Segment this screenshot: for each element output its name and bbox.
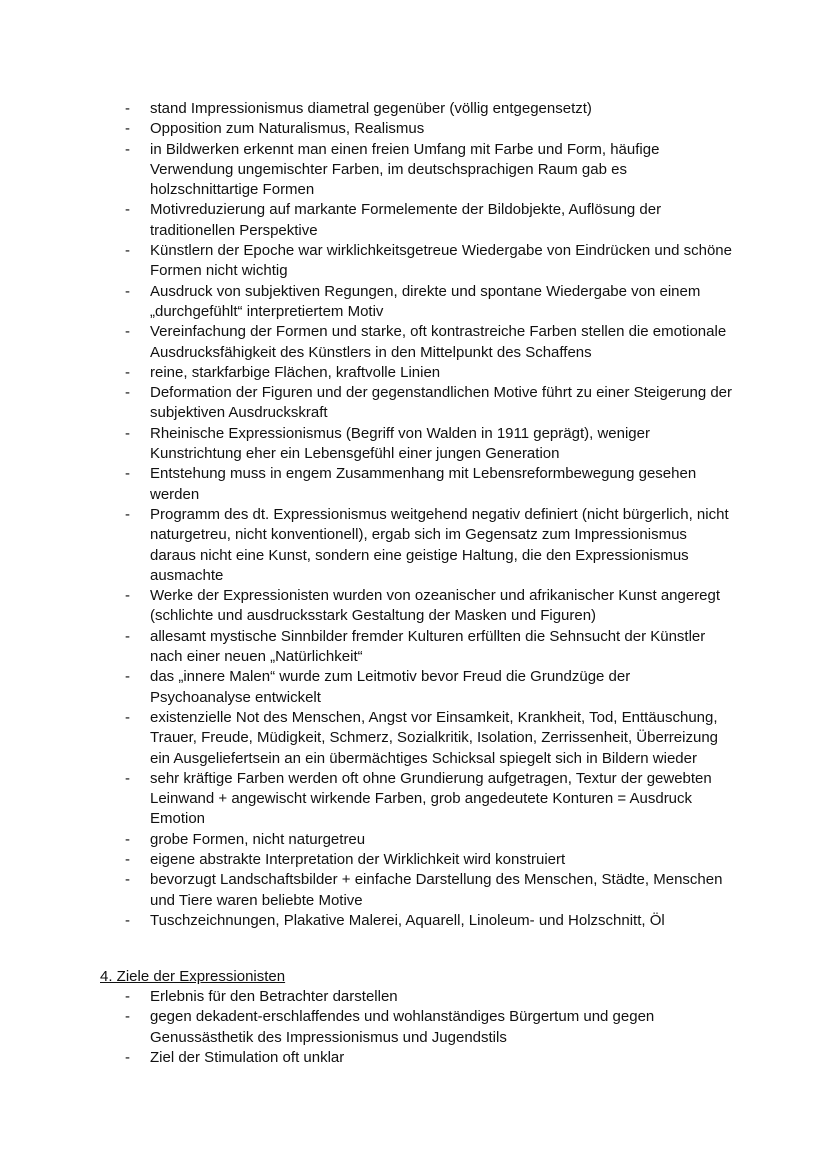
- list-item-text: bevorzugt Landschaftsbilder + einfache Darstellung des Menschen, Städte, Menschen und Tiere waren beliebte Motive: [150, 871, 723, 909]
- list-item-text: Ausdruck von subjektiven Regungen, direkte und spontane Wiedergabe von einem „durchgefühlt“ interpretiertem Motiv: [150, 282, 701, 320]
- list-item-text: eigene abstrakte Interpretation der Wirklichkeit wird konstruiert: [150, 850, 566, 868]
- bullet-dash: -: [125, 100, 130, 117]
- list-item: [0, 383, 828, 424]
- bullet-dash: -: [125, 140, 130, 158]
- list-item-text: Programm des dt. Expressionismus weitgehend negativ definiert (nicht bürgerlich, nicht naturgetreu, nicht konventionell), ergab sich im Gegensatz zum Impressionismus daraus nicht eine Kunst, sondern eine geistige Haltung, die den Expressionismus ausmachte: [150, 505, 729, 584]
- bullet-dash: -: [125, 668, 130, 686]
- list-item-text: Opposition zum Naturalismus, Realismus: [150, 120, 425, 138]
- list-item-text: Erlebnis für den Betrachter darstellen: [150, 988, 398, 1005]
- list-item: [0, 282, 828, 323]
- bullet-dash: -: [125, 384, 130, 402]
- list-item-text: grobe Formen, nicht naturgetreu: [150, 830, 366, 848]
- list-item: [0, 850, 828, 870]
- list-item-text: existenzielle Not des Menschen, Angst vor Einsamkeit, Krankheit, Tod, Enttäuschung, Trauer, Freude, Müdigkeit, Schmerz, Sozialkritik, Isolation, Zerrissenheit, Überreizung ein Ausgeliefertsein an ein übermächtiges Schicksal spiegelt sich in Bildern wieder: [150, 708, 719, 767]
- list-item: [0, 119, 828, 139]
- list-item: [0, 200, 828, 241]
- list-item-text: gegen dekadent-erschlaffendes und wohlanständiges Bürgertum und gegen Genussästhetik des Impressionismus und Jugendstils: [150, 1008, 655, 1046]
- bullet-dash: -: [125, 323, 130, 341]
- bullet-dash: -: [125, 242, 130, 260]
- list-item-text: Rheinische Expressionismus (Begriff von Walden in 1911 geprägt), weniger Kunstrichtung eher ein Lebensgefühl einer jungen Generation: [150, 424, 650, 463]
- list-item: [0, 99, 828, 119]
- list-item-text: Entstehung muss in engem Zusammenhang mit Lebensreformbewegung gesehen werden: [150, 465, 697, 503]
- list-item: [0, 1007, 828, 1048]
- bullet-dash: -: [125, 1008, 130, 1026]
- list-item-text: Deformation der Figuren und der gegenstandlichen Motive führt zu einer Steigerung der subjektiven Ausdruckskraft: [150, 384, 733, 422]
- bullet-dash: -: [125, 871, 130, 889]
- bullet-dash: -: [125, 424, 130, 442]
- list-item: [0, 1048, 828, 1068]
- bullet-dash: -: [125, 587, 130, 605]
- list-item-text: Künstlern der Epoche war wirklichkeitsgetreue Wiedergabe von Eindrücken und schöne Formen nicht wichtig: [150, 242, 732, 280]
- bullet-dash: -: [125, 911, 130, 929]
- bullet-dash: -: [125, 201, 130, 219]
- bullet-dash: -: [125, 769, 130, 787]
- bullet-dash: -: [125, 708, 130, 726]
- goals-list: [0, 987, 828, 1068]
- list-item: [0, 505, 828, 586]
- list-item: [0, 464, 828, 505]
- bullet-dash: -: [125, 1048, 130, 1066]
- list-item: [0, 769, 828, 830]
- bullet-dash: -: [125, 363, 130, 381]
- list-item: [0, 140, 828, 201]
- list-item: [0, 667, 828, 708]
- list-item-text: sehr kräftige Farben werden oft ohne Grundierung aufgetragen, Textur der gewebten Leinwand + angewischt wirkende Farben, grob angedeutete Konturen = Ausdruck Emotion: [150, 769, 712, 828]
- list-item: [0, 911, 828, 931]
- section-heading: 4. Ziele der Expressionisten: [100, 968, 286, 985]
- list-item: [0, 586, 828, 627]
- characteristics-list: [0, 99, 828, 931]
- list-item: [0, 987, 828, 1007]
- list-item-text: Motivreduzierung auf markante Formelemente der Bildobjekte, Auflösung der traditionellen Perspektive: [150, 201, 662, 239]
- list-item-text: allesamt mystische Sinnbilder fremder Kulturen erfüllten die Sehnsucht der Künstler nach einer neuen „Natürlichkeit“: [150, 627, 706, 666]
- bullet-dash: -: [125, 830, 130, 848]
- list-item-text: Werke der Expressionisten wurden von ozeanischer und afrikanischer Kunst angeregt (schlichte und ausdrucksstark Gestaltung der Masken und Figuren): [150, 587, 721, 625]
- list-item: [0, 830, 828, 850]
- list-item-text: Tuschzeichnungen, Plakative Malerei, Aquarell, Linoleum- und Holzschnitt, Öl: [150, 911, 665, 929]
- list-item: [0, 627, 828, 668]
- bullet-dash: -: [125, 627, 130, 645]
- list-item: [0, 322, 828, 363]
- list-item: [0, 708, 828, 769]
- bullet-dash: -: [125, 505, 130, 523]
- list-item: [0, 363, 828, 383]
- bullet-dash: -: [125, 282, 130, 300]
- list-item-text: reine, starkfarbige Flächen, kraftvolle Linien: [150, 363, 441, 381]
- list-item: [0, 241, 828, 282]
- list-item-text: Vereinfachung der Formen und starke, oft kontrastreiche Farben stellen die emotionale Ausdrucksfähigkeit des Künstlers in den Mittelpunkt des Schaffens: [150, 323, 727, 361]
- list-item-text: stand Impressionismus diametral gegenüber (völlig entgegensetzt): [150, 100, 592, 117]
- bullet-dash: -: [125, 988, 130, 1005]
- list-item: [0, 424, 828, 465]
- bullet-dash: -: [125, 850, 130, 868]
- list-item-text: in Bildwerken erkennt man einen freien Umfang mit Farbe und Form, häufige Verwendung ungemischter Farben, im deutschsprachigen Raum gab es holzschnittartige Formen: [150, 140, 660, 199]
- list-item-text: Ziel der Stimulation oft unklar: [150, 1048, 345, 1066]
- list-item-text: das „innere Malen“ wurde zum Leitmotiv bevor Freud die Grundzüge der Psychoanalyse entwickelt: [150, 668, 631, 706]
- bullet-dash: -: [125, 120, 130, 138]
- bullet-dash: -: [125, 465, 130, 483]
- list-item: [0, 870, 828, 911]
